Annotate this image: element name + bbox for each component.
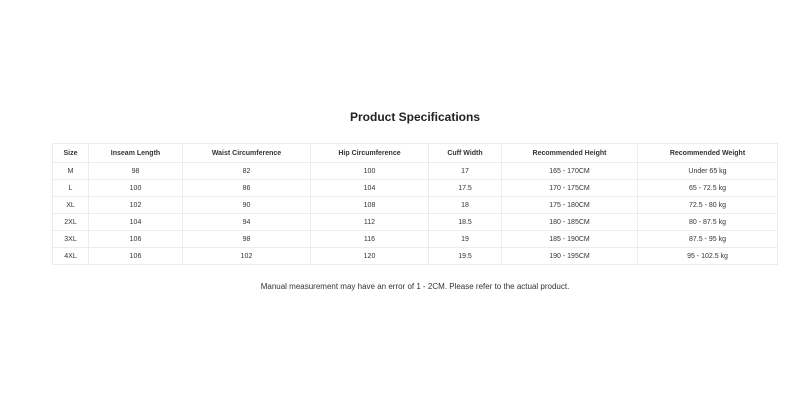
- cell-hip-circumference: 104: [311, 180, 429, 197]
- cell-size: M: [53, 163, 89, 180]
- cell-cuff-width: 18: [429, 197, 502, 214]
- cell-size: 2XL: [53, 214, 89, 231]
- cell-recommended-height: 170 - 175CM: [502, 180, 638, 197]
- cell-cuff-width: 18.5: [429, 214, 502, 231]
- cell-recommended-height: 175 - 180CM: [502, 197, 638, 214]
- table-row: [53, 197, 778, 214]
- table-row: [53, 231, 778, 248]
- cell-waist-circumference: 102: [183, 248, 311, 265]
- cell-cuff-width: 17.5: [429, 180, 502, 197]
- cell-waist-circumference: 94: [183, 214, 311, 231]
- header-waist-circumference: Waist Circumference: [183, 144, 311, 163]
- table-row: [53, 180, 778, 197]
- cell-hip-circumference: 120: [311, 248, 429, 265]
- header-cuff-width: Cuff Width: [429, 144, 502, 163]
- cell-recommended-weight: 87.5 - 95 kg: [638, 231, 778, 248]
- cell-inseam-length: 102: [89, 197, 183, 214]
- header-recommended-height: Recommended Height: [502, 144, 638, 163]
- table-row: [53, 163, 778, 180]
- cell-recommended-weight: Under 65 kg: [638, 163, 778, 180]
- cell-inseam-length: 106: [89, 231, 183, 248]
- cell-cuff-width: 19.5: [429, 248, 502, 265]
- header-recommended-weight: Recommended Weight: [638, 144, 778, 163]
- measurement-note: Manual measurement may have an error of 1 - 2CM. Please refer to the actual product.: [260, 282, 570, 291]
- cell-recommended-height: 185 - 190CM: [502, 231, 638, 248]
- cell-size: 4XL: [53, 248, 89, 265]
- cell-inseam-length: 104: [89, 214, 183, 231]
- cell-cuff-width: 19: [429, 231, 502, 248]
- cell-cuff-width: 17: [429, 163, 502, 180]
- cell-waist-circumference: 86: [183, 180, 311, 197]
- cell-waist-circumference: 90: [183, 197, 311, 214]
- cell-inseam-length: 98: [89, 163, 183, 180]
- cell-hip-circumference: 112: [311, 214, 429, 231]
- cell-size: XL: [53, 197, 89, 214]
- cell-recommended-height: 180 - 185CM: [502, 214, 638, 231]
- cell-hip-circumference: 100: [311, 163, 429, 180]
- cell-size: L: [53, 180, 89, 197]
- cell-recommended-weight: 72.5 - 80 kg: [638, 197, 778, 214]
- cell-hip-circumference: 116: [311, 231, 429, 248]
- cell-recommended-weight: 95 - 102.5 kg: [638, 248, 778, 265]
- cell-waist-circumference: 82: [183, 163, 311, 180]
- cell-hip-circumference: 108: [311, 197, 429, 214]
- size-spec-table: [52, 143, 778, 265]
- cell-waist-circumference: 98: [183, 231, 311, 248]
- table-row: [53, 248, 778, 265]
- cell-recommended-weight: 65 - 72.5 kg: [638, 180, 778, 197]
- table-row: [53, 214, 778, 231]
- header-inseam-length: Inseam Length: [89, 144, 183, 163]
- cell-size: 3XL: [53, 231, 89, 248]
- cell-inseam-length: 106: [89, 248, 183, 265]
- cell-inseam-length: 100: [89, 180, 183, 197]
- header-size: Size: [53, 144, 89, 163]
- table-header-row: [53, 144, 778, 163]
- cell-recommended-weight: 80 - 87.5 kg: [638, 214, 778, 231]
- cell-recommended-height: 165 - 170CM: [502, 163, 638, 180]
- cell-recommended-height: 190 - 195CM: [502, 248, 638, 265]
- header-hip-circumference: Hip Circumference: [311, 144, 429, 163]
- page-title: Product Specifications: [349, 110, 481, 124]
